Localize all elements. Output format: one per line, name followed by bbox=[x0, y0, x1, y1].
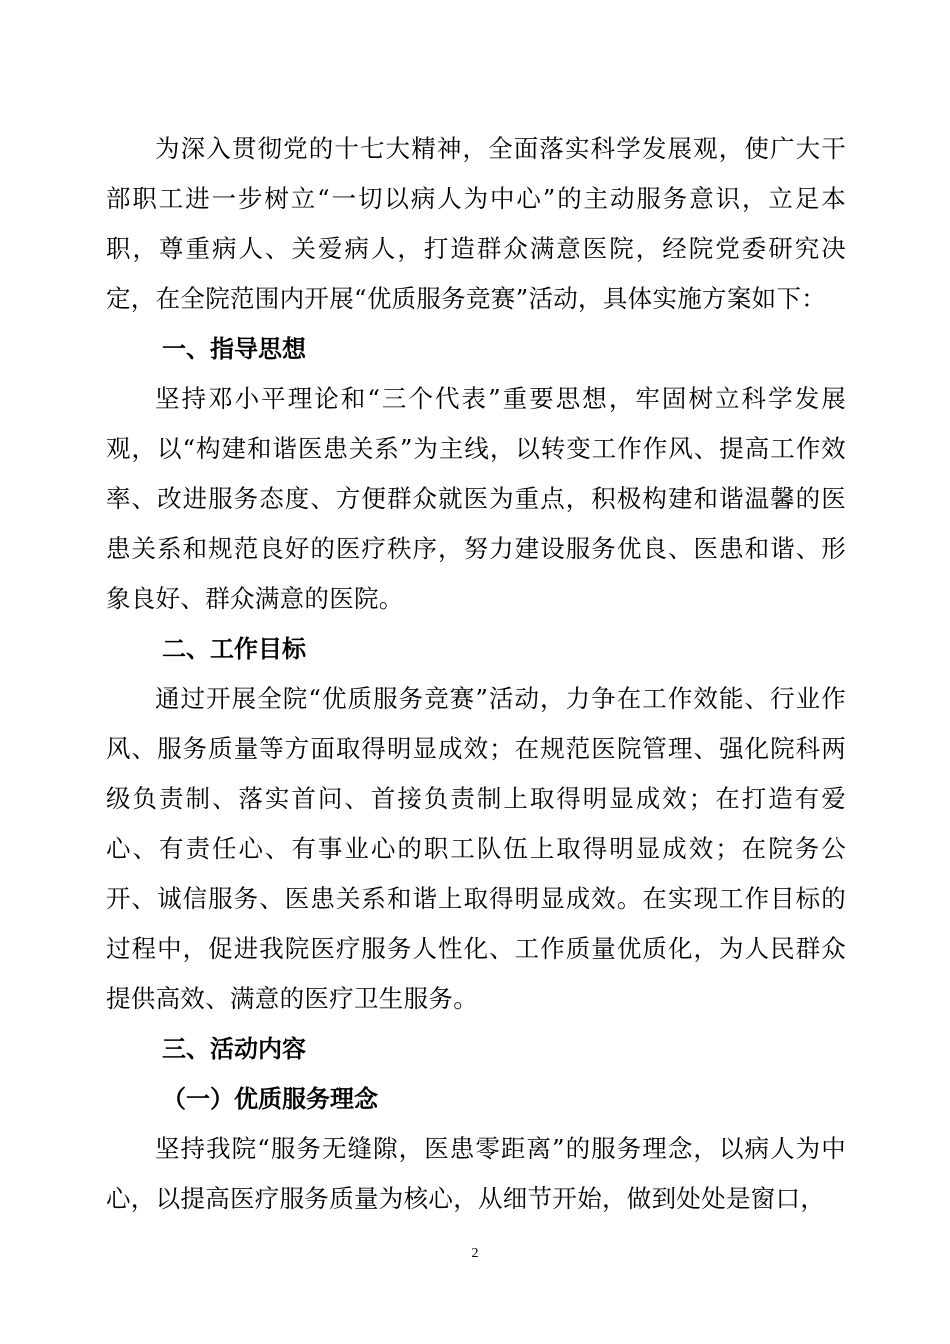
section-heading-activity-content: 三、活动内容 bbox=[162, 1035, 306, 1063]
work-goals-paragraph: 通过开展全院“优质服务竞赛”活动，力争在工作效能、行业作风、服务质量等方面取得明显成效；在规范医院管理、强化院科两级负责制、落实首问、首接负责制上取得明显成效；在打造有爱心、有责任心、有事业心的职工队伍上取得明显成效；在院务公开、诚信服务、医患关系和谐上取得明显成效。在实现工作目标的过程中，促进我院医疗服务人性化、工作质量优质化，为人民群众提供高效、满意的医疗卫生服务。 bbox=[106, 684, 846, 1013]
subsection-heading-service-concept: （一）优质服务理念 bbox=[162, 1085, 378, 1113]
section-heading-work-goals: 二、工作目标 bbox=[162, 635, 306, 663]
section-heading-guiding-ideology: 一、指导思想 bbox=[162, 335, 306, 363]
intro-paragraph: 为深入贯彻党的十七大精神，全面落实科学发展观，使广大干部职工进一步树立“一切以病人为中心”的主动服务意识，立足本职，尊重病人、关爱病人，打造群众满意医院，经院党委研究决定，在全院范围内开展“优质服务竞赛”活动，具体实施方案如下： bbox=[106, 134, 846, 313]
document-body bbox=[106, 124, 846, 1224]
guiding-ideology-paragraph: 坚持邓小平理论和“三个代表”重要思想，牢固树立科学发展观，以“构建和谐医患关系”为主线，以转变工作作风、提高工作效率、改进服务态度、方便群众就医为重点，积极构建和谐温馨的医患关系和规范良好的医疗秩序，努力建设服务优良、医患和谐、形象良好、群众满意的医院。 bbox=[106, 384, 846, 613]
service-concept-paragraph: 坚持我院“服务无缝隙，医患零距离”的服务理念，以病人为中心，以提高医疗服务质量为核心，从细节开始，做到处处是窗口， bbox=[106, 1134, 846, 1213]
page-number: 2 bbox=[471, 1246, 479, 1261]
